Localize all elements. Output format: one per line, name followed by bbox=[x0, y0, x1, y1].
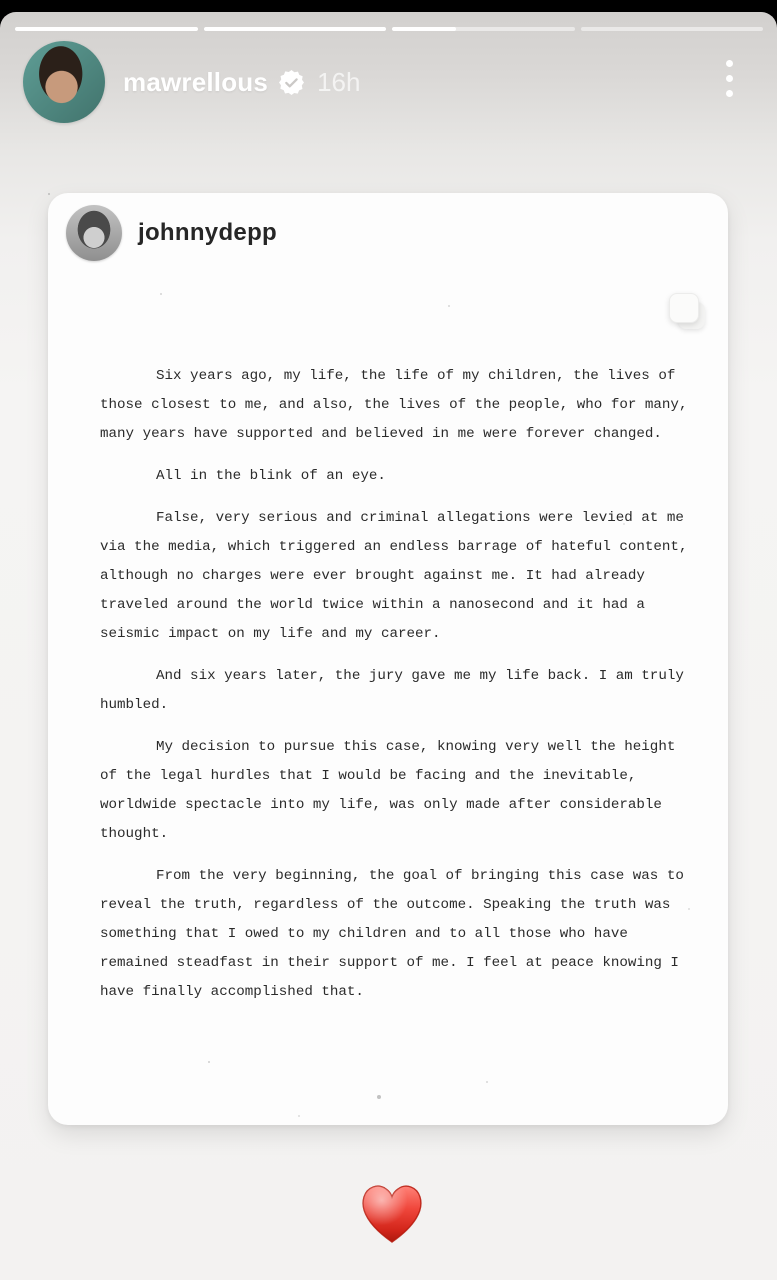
kebab-dot bbox=[726, 75, 733, 82]
typewritten-letter bbox=[100, 362, 688, 1007]
story-progress-fill bbox=[392, 27, 456, 31]
story-progress-segment bbox=[204, 27, 387, 31]
story-progress-segment bbox=[581, 27, 764, 31]
story-progress-fill bbox=[204, 27, 387, 31]
letter-paragraph: False, very serious and criminal allegations were levied at me via the media, which triggered an endless barrage of hateful content, although no charges were ever brought against me. It had already traveled around the world twice within a nanosecond and it had a seismic impact on my life and my career. bbox=[100, 510, 688, 642]
post-author-username: johnnydepp bbox=[138, 219, 277, 246]
story-progress-segment bbox=[15, 27, 198, 31]
post-author-avatar bbox=[66, 205, 122, 261]
story-timestamp: 16h bbox=[317, 66, 361, 97]
letter-paragraph: My decision to pursue this case, knowing very well the height of the legal hurdles that I would be facing and the inevitable, worldwide spectacle into my life, was only made after considerable thought. bbox=[100, 739, 676, 842]
carousel-icon bbox=[669, 293, 705, 329]
shared-post-card[interactable] bbox=[48, 193, 728, 1125]
verified-badge-icon bbox=[279, 70, 304, 95]
story-progress-bar bbox=[15, 27, 763, 31]
letter-paragraph: All in the blink of an eye. bbox=[156, 468, 386, 484]
story-view[interactable] bbox=[0, 12, 777, 1280]
story-user-avatar[interactable] bbox=[23, 41, 105, 123]
carousel-icon-front-square bbox=[669, 293, 699, 323]
letter-paragraph: And six years later, the jury gave me my life back. I am truly humbled. bbox=[100, 668, 684, 713]
kebab-dot bbox=[726, 90, 733, 97]
red-heart-emoji bbox=[357, 1180, 427, 1246]
story-progress-segment bbox=[392, 27, 575, 31]
letter-paragraph: Six years ago, my life, the life of my children, the lives of those closest to me, and also, the lives of the people, who for many, many years have supported and believed in me were forever changed. bbox=[100, 368, 688, 442]
story-progress-fill bbox=[15, 27, 198, 31]
letter-paragraph: From the very beginning, the goal of bringing this case was to reveal the truth, regardless of the outcome. Speaking the truth was something that I owed to my children and to all those who have remained steadfast in their support of me. I feel at peace knowing I have finally accomplished that. bbox=[100, 868, 684, 1000]
paper-scan-noise bbox=[48, 193, 50, 195]
kebab-menu-icon[interactable] bbox=[724, 60, 734, 97]
story-username[interactable]: mawrellous bbox=[123, 66, 269, 97]
story-header bbox=[23, 41, 360, 123]
kebab-dot bbox=[726, 60, 733, 67]
post-header bbox=[66, 205, 277, 261]
